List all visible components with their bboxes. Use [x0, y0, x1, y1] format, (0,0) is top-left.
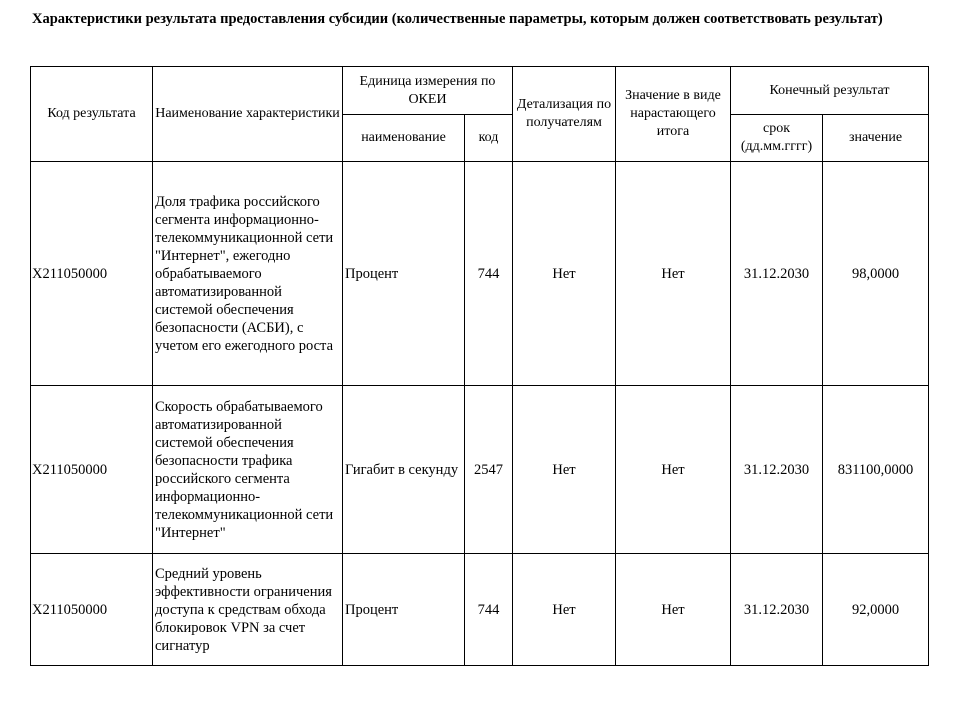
result-code: X211050000: [31, 554, 153, 666]
header-row-top: [31, 67, 929, 115]
table-row: [31, 162, 929, 386]
header-unit-name: наименование: [343, 115, 465, 162]
characteristic-name: Доля трафика российского сегмента информационно-телекоммуникационной сети "Интернет", ежегодно обрабатываемого автоматизированной системой обеспечения безопасности (АСБИ), с учетом его ежегодного роста: [153, 162, 343, 386]
result-code: X211050000: [31, 386, 153, 554]
characteristic-name: Средний уровень эффективности ограничения доступа к средствам обхода блокировок VPN за счет сигнатур: [153, 554, 343, 666]
unit-name: Процент: [343, 162, 465, 386]
results-table: [30, 66, 929, 666]
header-code: Код результата: [31, 67, 153, 162]
unit-code: 2547: [465, 386, 513, 554]
header-unit-group: Единица измерения по ОКЕИ: [343, 67, 513, 115]
header-value: значение: [823, 115, 929, 162]
deadline-value: 31.12.2030: [731, 386, 823, 554]
final-value: 98,0000: [823, 162, 929, 386]
table-row: [31, 554, 929, 666]
header-detail: Детализация по получателям: [513, 67, 616, 162]
final-value: 831100,0000: [823, 386, 929, 554]
detail-value: Нет: [513, 162, 616, 386]
document-title: Характеристики результата предоставления субсидии (количественные параметры, которым должен соответствовать результат): [32, 11, 883, 27]
detail-value: Нет: [513, 554, 616, 666]
cumulative-value: Нет: [616, 554, 731, 666]
result-code: X211050000: [31, 162, 153, 386]
header-deadline: срок (дд.мм.гггг): [731, 115, 823, 162]
header-unit-code: код: [465, 115, 513, 162]
unit-code: 744: [465, 162, 513, 386]
deadline-value: 31.12.2030: [731, 162, 823, 386]
header-name: Наименование характеристики: [153, 67, 343, 162]
final-value: 92,0000: [823, 554, 929, 666]
cumulative-value: Нет: [616, 162, 731, 386]
header-cumulative: Значение в виде нарастающего итога: [616, 67, 731, 162]
cumulative-value: Нет: [616, 386, 731, 554]
header-final-group: Конечный результат: [731, 67, 929, 115]
unit-name: Гигабит в секунду: [343, 386, 465, 554]
unit-name: Процент: [343, 554, 465, 666]
characteristic-name: Скорость обрабатываемого автоматизированной системой обеспечения безопасности трафика российского сегмента информационно-телекоммуникационной сети "Интернет": [153, 386, 343, 554]
deadline-value: 31.12.2030: [731, 554, 823, 666]
detail-value: Нет: [513, 386, 616, 554]
unit-code: 744: [465, 554, 513, 666]
table-row: [31, 386, 929, 554]
